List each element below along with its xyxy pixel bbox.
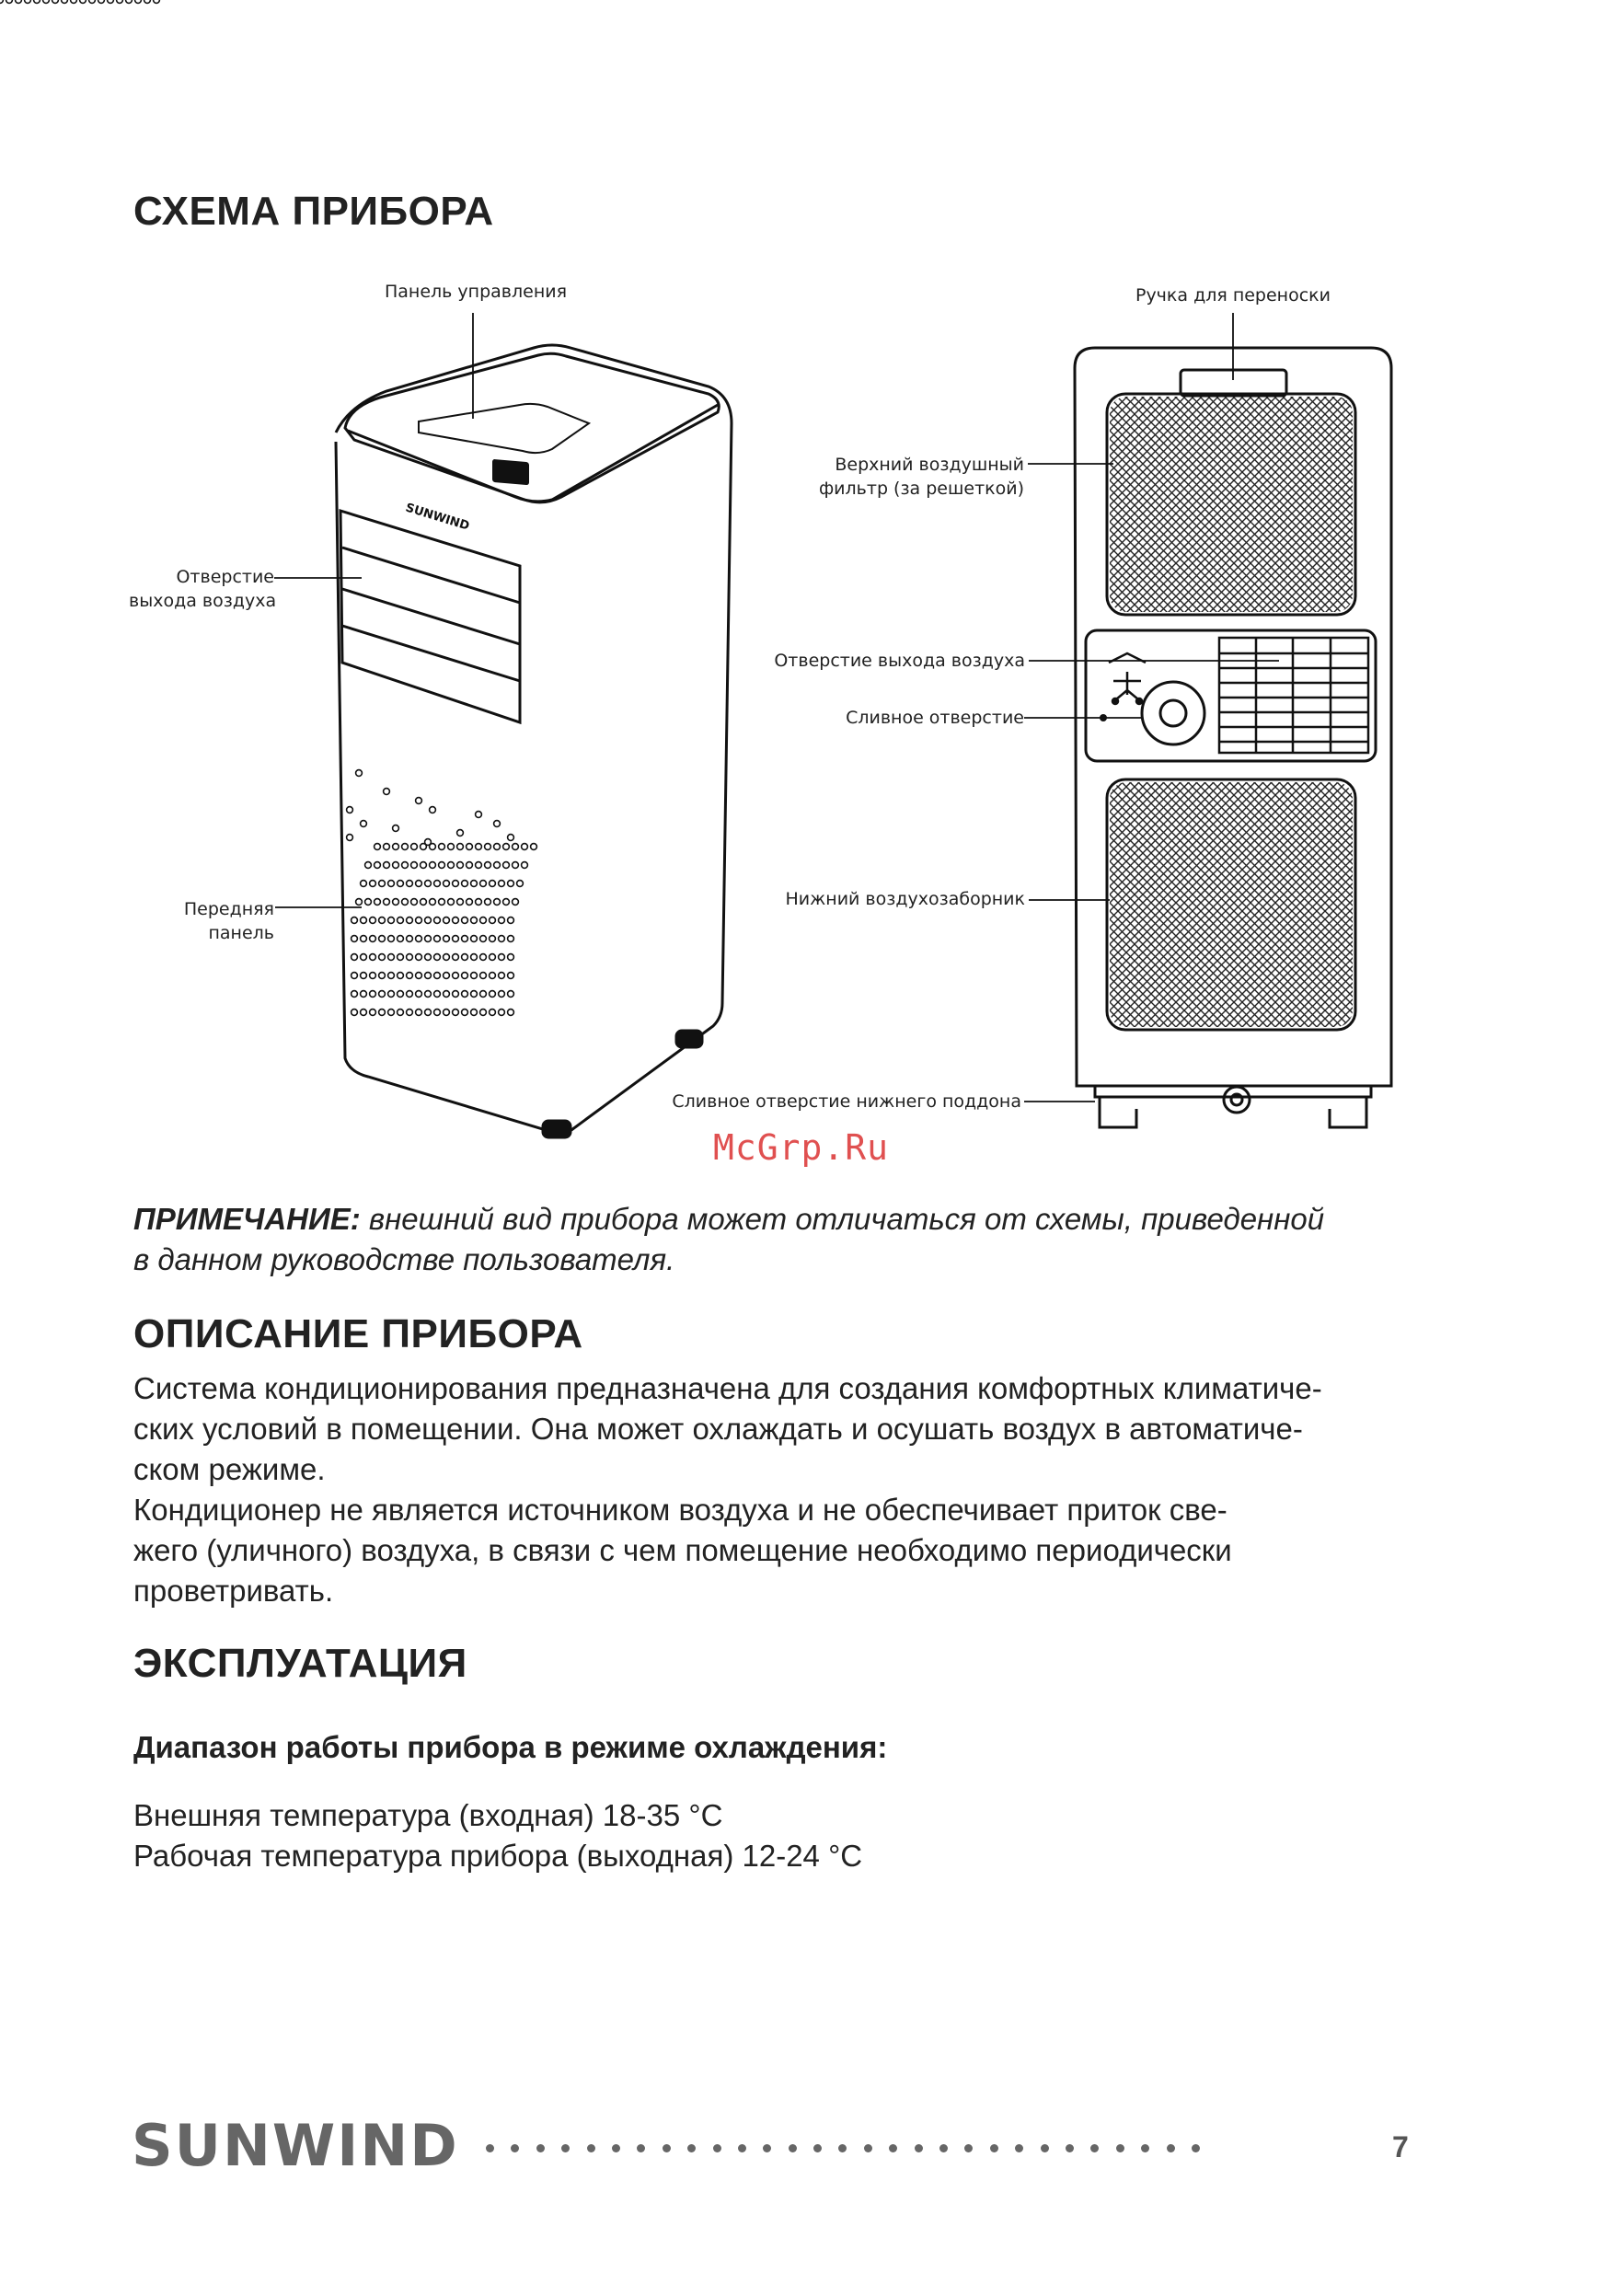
description-line: Кондиционер не является источником воздуха и не обеспечивает приток све- xyxy=(133,1493,1227,1527)
operation-subtitle: Диапазон работы прибора в режиме охлаждения: xyxy=(133,1730,888,1764)
label-upper-filter-line1: Верхний воздушный xyxy=(835,455,1024,475)
page-number: 7 xyxy=(1392,2130,1409,2163)
unit-top-panel xyxy=(345,353,719,502)
footer-brand-logo: SUNWIND xyxy=(132,2112,459,2179)
note-text-1: внешний вид прибора может отличаться от схемы, приведенной xyxy=(360,1202,1325,1236)
label-front-panel-line2: панель xyxy=(208,923,274,943)
unit-body-outline xyxy=(336,423,732,1133)
description-line: Система кондиционирования предназначена для создания комфортных климатиче- xyxy=(133,1371,1322,1405)
label-upper-filter-line2: фильтр (за решеткой) xyxy=(818,479,1024,499)
tray-drain-plug xyxy=(1224,1087,1250,1113)
outlet-grille xyxy=(1219,638,1368,753)
section-title-description: ОПИСАНИЕ ПРИБОРА xyxy=(133,1311,583,1356)
description-line: проветривать. xyxy=(133,1574,334,1608)
label-air-outlet-line1: Отверстие xyxy=(176,567,274,587)
note-label: ПРИМЕЧАНИЕ: xyxy=(133,1202,361,1236)
label-tray-drain: Сливное отверстие нижнего поддона xyxy=(672,1091,1021,1112)
description-line: ском режиме. xyxy=(133,1452,326,1486)
label-carry-handle: Ручка для переноски xyxy=(1135,285,1331,306)
display-icon xyxy=(492,459,529,485)
description-text xyxy=(133,1368,1477,1611)
front-panel-perforation xyxy=(0,0,536,1015)
note xyxy=(133,1199,1468,1280)
label-lower-intake: Нижний воздухозаборник xyxy=(785,889,1025,909)
label-air-outlet-line2: выхода воздуха xyxy=(129,591,277,611)
note-text-2: в данном руководстве пользователя. xyxy=(133,1242,675,1276)
section-title-scheme: СХЕМА ПРИБОРА xyxy=(133,189,494,234)
section-title-operation: ЭКСПЛУАТАЦИЯ xyxy=(133,1641,467,1686)
watermark: McGrp.Ru xyxy=(713,1127,890,1168)
unit-top-outline xyxy=(336,345,732,433)
label-drain: Сливное отверстие xyxy=(846,708,1024,728)
label-air-outlet-back: Отверстие выхода воздуха xyxy=(774,651,1025,671)
description-line: жего (уличного) воздуха, в связи с чем помещение необходимо периодически xyxy=(133,1533,1232,1567)
operation-line-1: Внешняя температура (входная) 18-35 °С xyxy=(133,1798,723,1832)
drain-port xyxy=(1142,682,1204,744)
footer-dots xyxy=(486,2144,1216,2152)
label-control-panel: Панель управления xyxy=(385,282,568,302)
description-line: ских условий в помещении. Она может охлаждать и осушать воздух в автоматиче- xyxy=(133,1412,1303,1446)
control-panel-strip xyxy=(419,404,589,453)
operation-line-2: Рабочая температура прибора (выходная) 12-24 °С xyxy=(133,1839,863,1873)
unit-brand-label: SUNWIND xyxy=(403,501,471,534)
label-front-panel-line1: Передняя xyxy=(183,899,274,919)
